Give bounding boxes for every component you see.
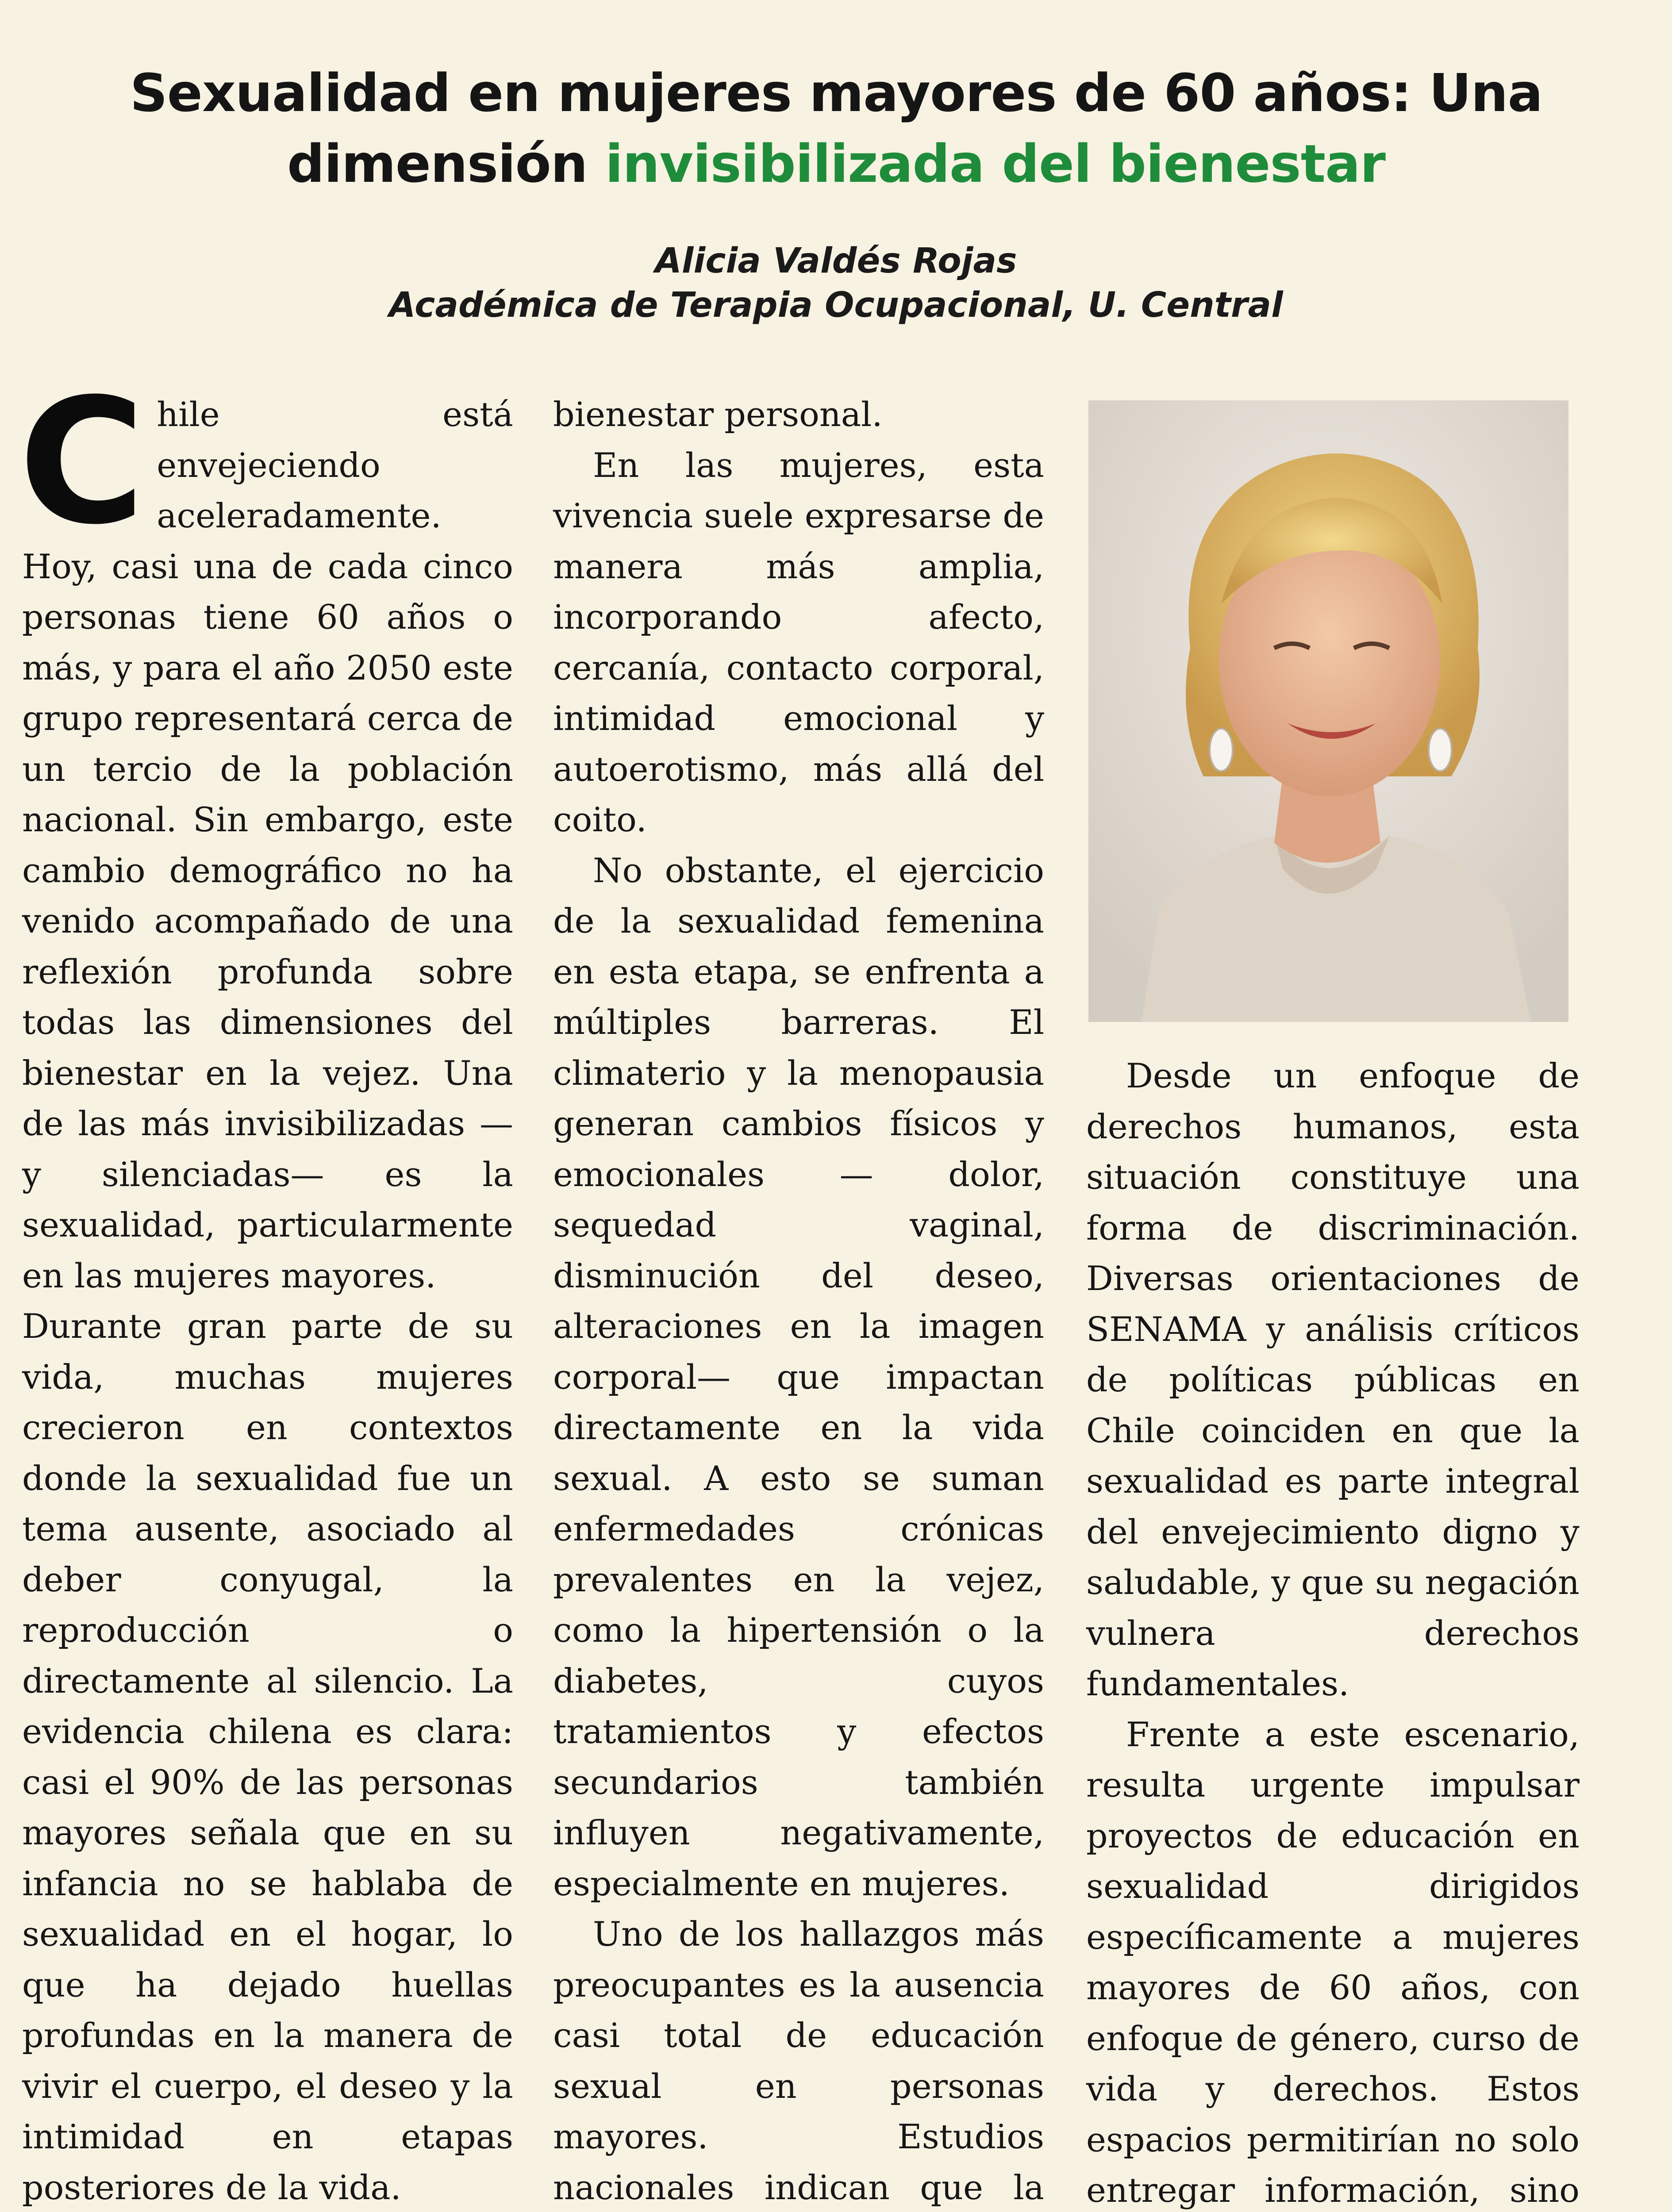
earring-right xyxy=(1429,729,1452,771)
paragraph: bienestar personal. xyxy=(553,395,883,434)
paragraph: En las mujeres, esta vivencia suele expresarse de manera más amplia, incorporando afecto, cercanía, contacto corporal, intimidad emocional y autoerotismo, más allá del coito. xyxy=(553,445,1044,839)
author-name: Alicia Valdés Rojas xyxy=(655,241,1017,281)
article-title xyxy=(27,58,1646,199)
column-1 xyxy=(19,361,513,2212)
earring-left xyxy=(1210,729,1233,771)
portrait-illustration xyxy=(1088,400,1568,1022)
paragraph xyxy=(19,361,513,1301)
byline xyxy=(0,239,1672,327)
title-accent: invisibilizada del bienestar xyxy=(605,133,1385,194)
paragraph: Desde un enfoque de derechos humanos, esta situación constituye una forma de discriminación. Diversas orientaciones de SENAMA y análisis críticos de políticas públicas en Chile coinciden en que la sexualidad es parte integral del envejecimiento digno y saludable, y que su negación vulnera derechos fundamentales. xyxy=(1086,1056,1580,1703)
title-main: Sexualidad en mujeres mayores de 60 años: Una dimensión xyxy=(130,62,1543,194)
column-2 xyxy=(553,389,1044,2212)
drop-cap: C xyxy=(19,361,146,562)
column-3 xyxy=(1086,1051,1580,2212)
paragraph: Uno de los hallazgos más preocupantes es la ausencia casi total de educación sexual en personas mayores. Estudios nacionales indican que la xyxy=(553,1914,1044,2207)
paragraph: No obstante, el ejercicio de la sexualidad femenina en esta etapa, se enfrenta a múltiples barreras. El climaterio y la menopausia generan cambios físicos y emocionales — dolor, sequedad vaginal, disminución del deseo, alteraciones en la imagen corporal— que impactan directamente en la vida sexual. A esto se suman enfermedades crónicas prevalentes en la vejez, como la hipertensión o la diabetes, cuyos tratamientos y efectos secundarios también influyen negativamente, especialmente en mujeres. xyxy=(553,850,1044,1903)
paragraph: Frente a este escenario, resulta urgente impulsar proyectos de educación en sexualidad dirigidos específicamente a mujeres mayores de 60 años, con enfoque de género, curso de vida y derechos. Estos espacios permitirían no solo entregar información, sino xyxy=(1086,1714,1580,2210)
paragraph: Durante gran parte de su vida, muchas mujeres crecieron en contextos donde la sexualidad fue un tema ausente, asociado al deber conyugal, la reproducción o directamente al silencio. La evidencia chilena es clara: casi el 90% de las personas mayores señala que en su infancia no se hablaba de sexualidad en el hogar, lo que ha dejado huellas profundas en la manera de vivir el cuerpo, el deseo y la intimidad en etapas posteriores de la vida. xyxy=(22,1306,513,2207)
author-portrait xyxy=(1088,400,1568,1022)
author-affiliation: Académica de Terapia Ocupacional, U. Central xyxy=(389,285,1283,325)
paragraph-text: hile está envejeciendo aceleradamente. Hoy, casi una de cada cinco personas tiene 60 años o más, y para el año 2050 este grupo representará cerca de un tercio de la población nacional. Sin embargo, este cambio demográfico no ha venido acompañado de una reflexión profunda sobre todas las dimensiones del bienestar en la vejez. Una de las más invisibilizadas —y silenciadas— es la sexualidad, particularmente en las mujeres mayores. xyxy=(22,395,513,1295)
